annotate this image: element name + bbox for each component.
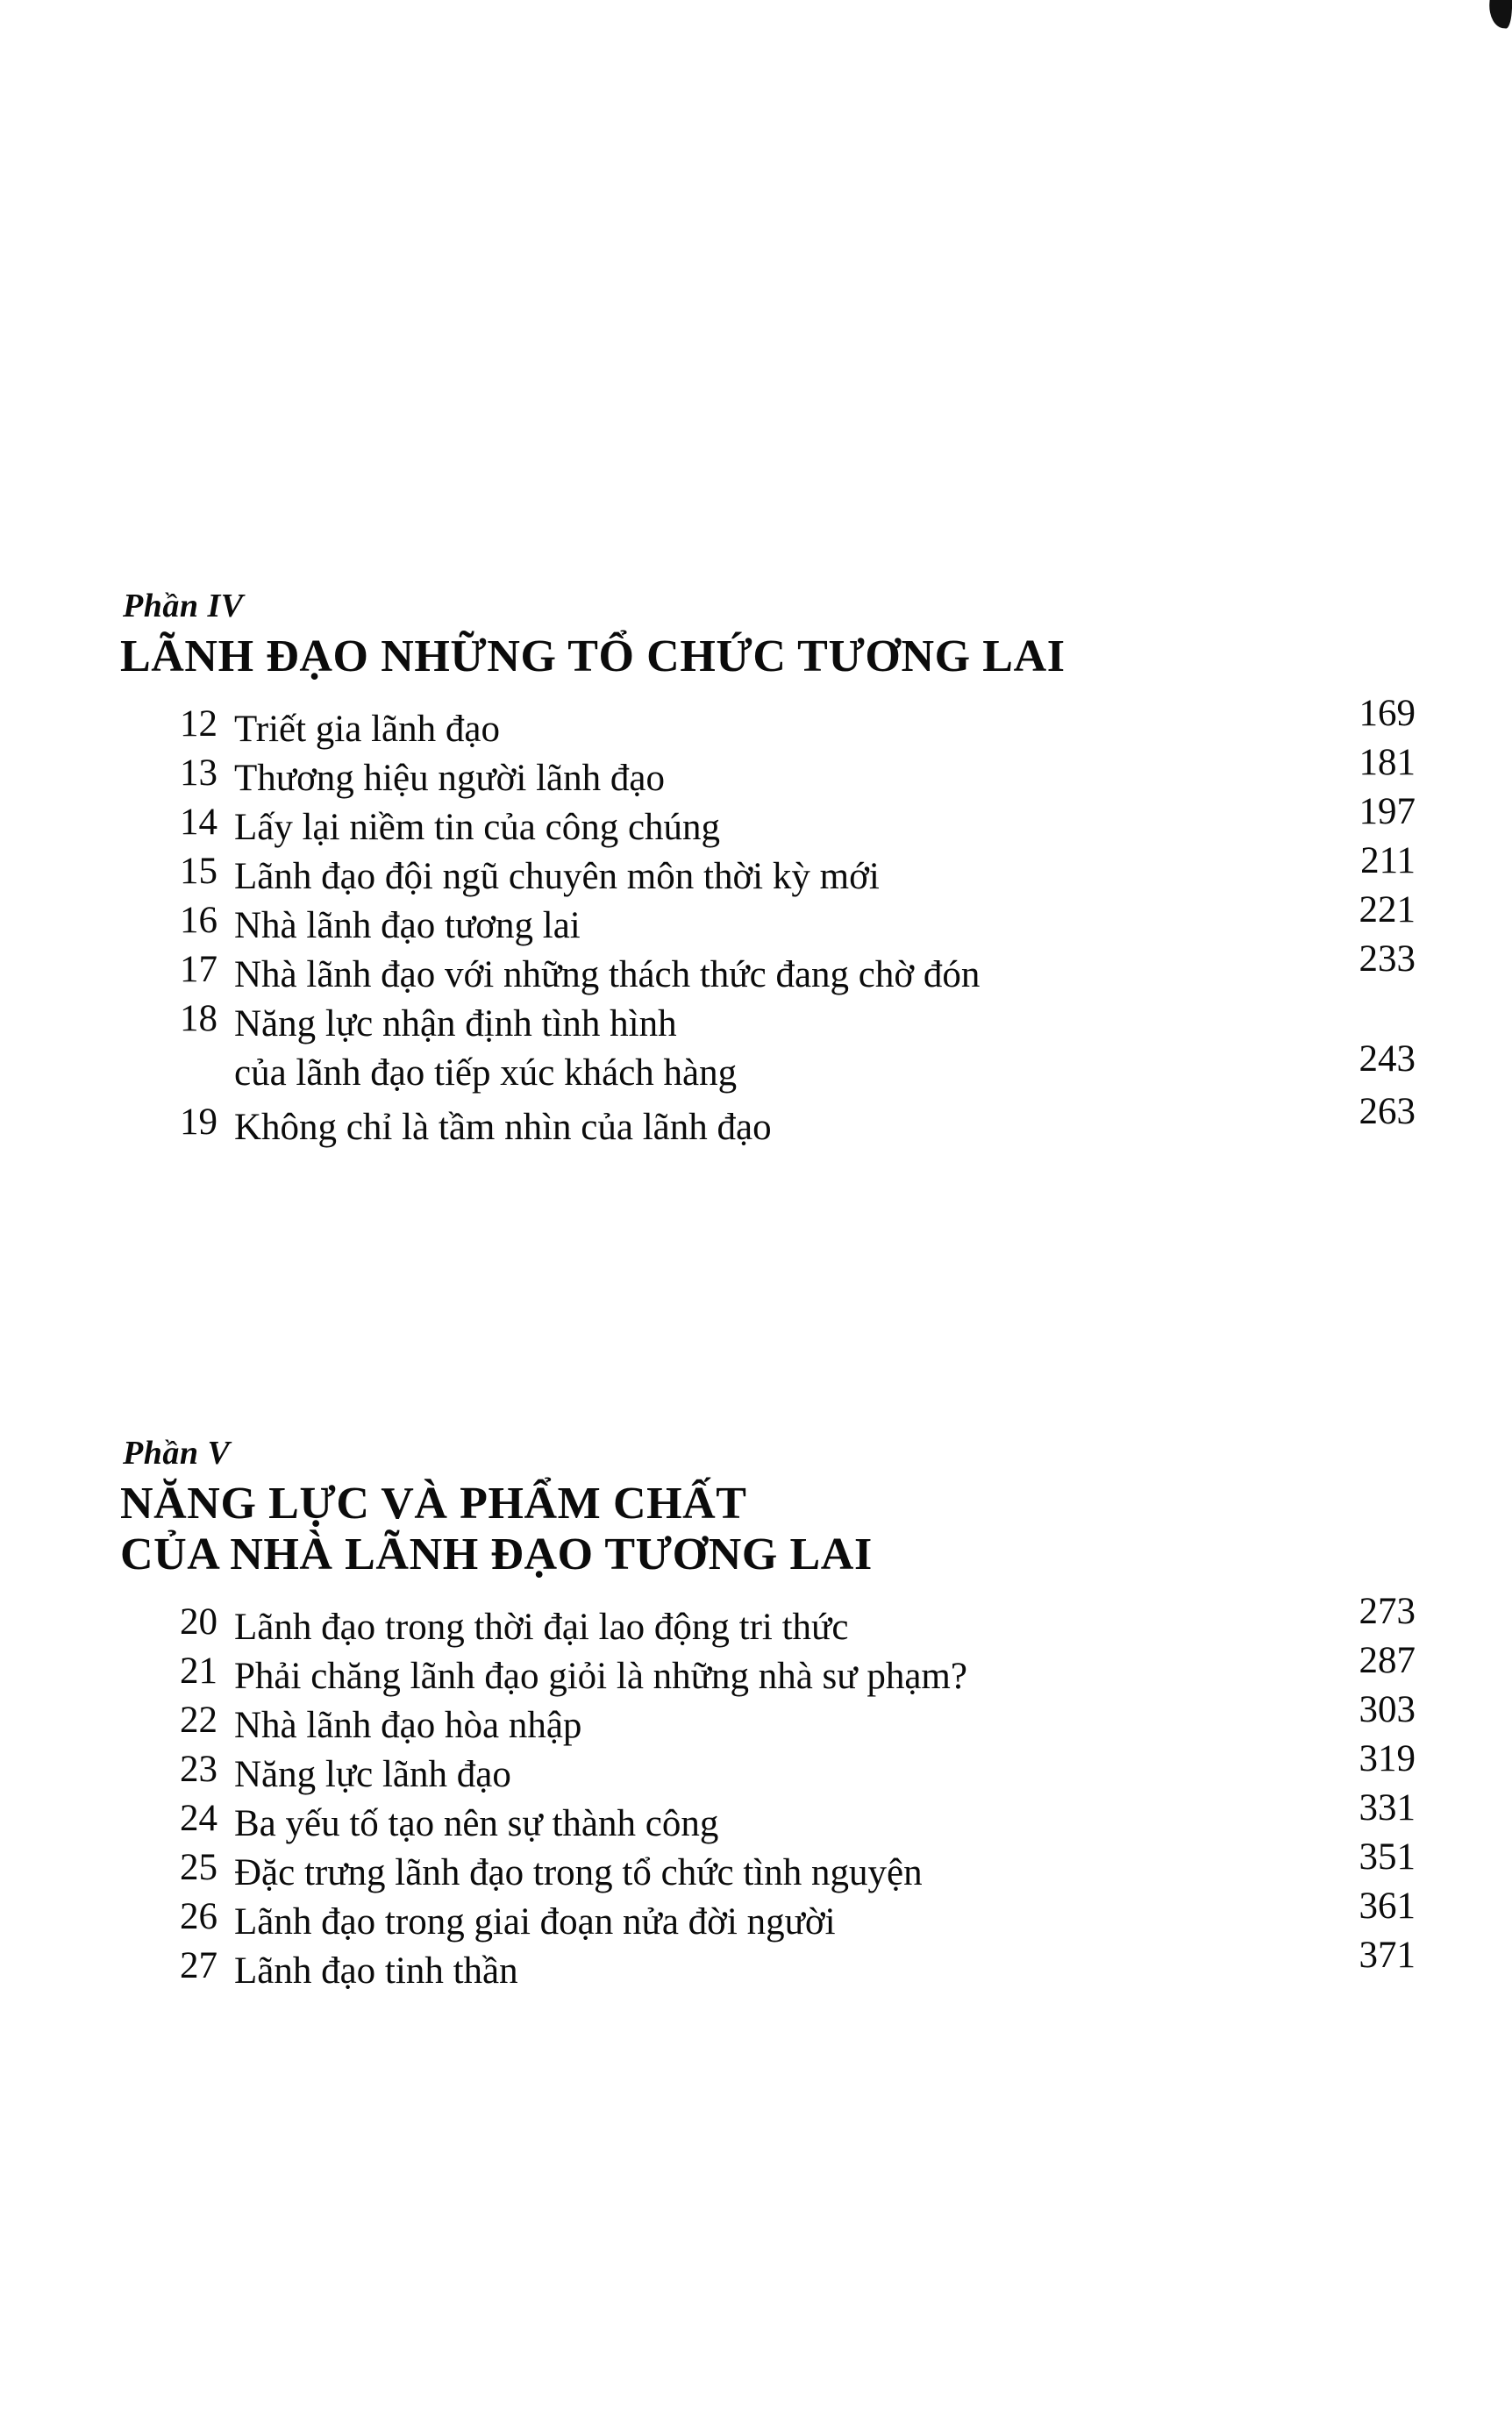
toc-entry-title <box>234 1103 1310 1152</box>
toc-entry-title <box>234 951 1310 1000</box>
toc-entry[interactable] <box>0 1886 1512 1947</box>
part-section-5 <box>0 1437 1512 2010</box>
part-title-line: NĂNG LỰC VÀ PHẨM CHẤT <box>120 1479 747 1529</box>
part-title <box>120 1479 1512 1580</box>
toc-entry[interactable] <box>0 1000 1512 1103</box>
part-section-4 <box>0 589 1512 1166</box>
toc-entry-title <box>234 754 1310 803</box>
toc-entry-title <box>234 1800 1310 1849</box>
toc-entry-title-line: của lãnh đạo tiếp xúc khách hàng <box>234 1052 738 1094</box>
toc-list-part-4 <box>0 693 1512 1152</box>
toc-entry-title-line: Không chỉ là tầm nhìn của lãnh đạo <box>234 1107 772 1149</box>
part-title-line: LÃNH ĐẠO NHỮNG TỔ CHỨC TƯƠNG LAI <box>120 631 1066 681</box>
part-title <box>120 631 1512 682</box>
toc-entry-page-number: 197 <box>1359 791 1416 833</box>
toc-entry-title <box>234 705 1310 754</box>
toc-entry-title-line: Thương hiệu người lãnh đạo <box>234 758 665 800</box>
toc-entry-number: 24 <box>180 1798 218 1840</box>
toc-entry-number: 27 <box>180 1945 218 1987</box>
toc-entry-title <box>234 1000 1310 1098</box>
toc-entry[interactable] <box>0 1787 1512 1849</box>
toc-entry-number: 25 <box>180 1847 218 1889</box>
toc-entry-number: 15 <box>180 851 218 893</box>
toc-entry-title <box>234 1701 1310 1750</box>
toc-entry-page-number: 233 <box>1359 938 1416 980</box>
toc-entry[interactable] <box>0 1836 1512 1898</box>
toc-entry-title <box>234 1603 1310 1652</box>
toc-entry[interactable] <box>0 889 1512 951</box>
part-kicker: Phần V <box>123 1435 231 1472</box>
toc-entry[interactable] <box>0 1738 1512 1800</box>
toc-entry-title <box>234 803 1310 852</box>
toc-entry-page-number: 211 <box>1360 840 1416 882</box>
toc-entry[interactable] <box>0 1640 1512 1701</box>
toc-entry-title <box>234 1652 1310 1701</box>
toc-entry-number: 22 <box>180 1700 218 1742</box>
toc-entry-title-line: Nhà lãnh đạo với những thách thức đang chờ đón <box>234 954 981 996</box>
toc-entry-title-line: Lãnh đạo trong thời đại lao động tri thức <box>234 1607 849 1649</box>
toc-entry-page-number: 287 <box>1359 1640 1416 1682</box>
toc-entry-page-number: 169 <box>1359 693 1416 735</box>
part-kicker: Phần IV <box>123 588 244 624</box>
toc-entry[interactable] <box>0 1091 1512 1152</box>
toc-entry-title <box>234 1750 1310 1800</box>
toc-entry-title-line: Nhà lãnh đạo hòa nhập <box>234 1705 582 1747</box>
toc-entry-number: 26 <box>180 1896 218 1938</box>
toc-entry-number: 14 <box>180 802 218 844</box>
toc-entry[interactable] <box>0 791 1512 852</box>
toc-entry-number: 18 <box>180 998 218 1040</box>
toc-entry-title-line: Lãnh đạo tinh thần <box>234 1950 518 1993</box>
toc-list-part-5 <box>0 1591 1512 1996</box>
toc-entry-title-line: Đặc trưng lãnh đạo trong tổ chức tình nguyện <box>234 1852 923 1894</box>
toc-entry-page-number: 361 <box>1359 1886 1416 1928</box>
toc-entry[interactable] <box>0 1689 1512 1750</box>
toc-entry[interactable] <box>0 742 1512 803</box>
toc-entry[interactable] <box>0 938 1512 1000</box>
toc-entry-title-line: Lấy lại niềm tin của công chúng <box>234 807 721 849</box>
toc-entry-title-line: Lãnh đạo đội ngũ chuyên môn thời kỳ mới <box>234 856 880 898</box>
toc-entry-title <box>234 1947 1310 1996</box>
toc-entry-page-number: 331 <box>1359 1787 1416 1829</box>
toc-entry-title-line: Ba yếu tố tạo nên sự thành công <box>234 1803 719 1845</box>
toc-entry-page-number: 351 <box>1359 1836 1416 1879</box>
toc-entry[interactable] <box>0 1591 1512 1652</box>
toc-entry[interactable] <box>0 1935 1512 1996</box>
toc-entry-page-number: 273 <box>1359 1591 1416 1633</box>
toc-entry-page-number: 221 <box>1359 889 1416 931</box>
toc-entry-number: 12 <box>180 703 218 745</box>
toc-entry-title-line: Triết gia lãnh đạo <box>234 709 500 751</box>
toc-entry-page-number: 371 <box>1359 1935 1416 1977</box>
toc-entry-number: 20 <box>180 1601 218 1643</box>
toc-entry-number: 23 <box>180 1749 218 1791</box>
toc-entry[interactable] <box>0 693 1512 754</box>
toc-entry-page-number: 319 <box>1359 1738 1416 1780</box>
toc-entry-title <box>234 852 1310 902</box>
toc-entry-page-number: 263 <box>1359 1091 1416 1133</box>
toc-entry-title <box>234 1849 1310 1898</box>
toc-entry-number: 17 <box>180 949 218 991</box>
toc-entry-number: 19 <box>180 1101 218 1144</box>
toc-entry-title-line: Năng lực nhận định tình hình <box>234 1003 677 1045</box>
scan-edge-artifact <box>1487 0 1512 29</box>
toc-entry-page-number: 181 <box>1359 742 1416 784</box>
toc-entry-title <box>234 1898 1310 1947</box>
toc-entry-title-line: Lãnh đạo trong giai đoạn nửa đời người <box>234 1901 836 1943</box>
toc-entry-title <box>234 902 1310 951</box>
toc-entry-page-number: 303 <box>1359 1689 1416 1731</box>
toc-entry-number: 21 <box>180 1650 218 1693</box>
part-title-line: CỦA NHÀ LÃNH ĐẠO TƯƠNG LAI <box>120 1529 873 1580</box>
toc-entry-number: 16 <box>180 900 218 942</box>
toc-entry-title-line: Nhà lãnh đạo tương lai <box>234 905 581 947</box>
toc-entry[interactable] <box>0 840 1512 902</box>
toc-entry-title-line: Phải chăng lãnh đạo giỏi là những nhà sư phạm? <box>234 1656 967 1698</box>
toc-entry-number: 13 <box>180 752 218 795</box>
toc-entry-page-number: 243 <box>1359 1038 1416 1080</box>
toc-entry-title-line: Năng lực lãnh đạo <box>234 1754 511 1796</box>
